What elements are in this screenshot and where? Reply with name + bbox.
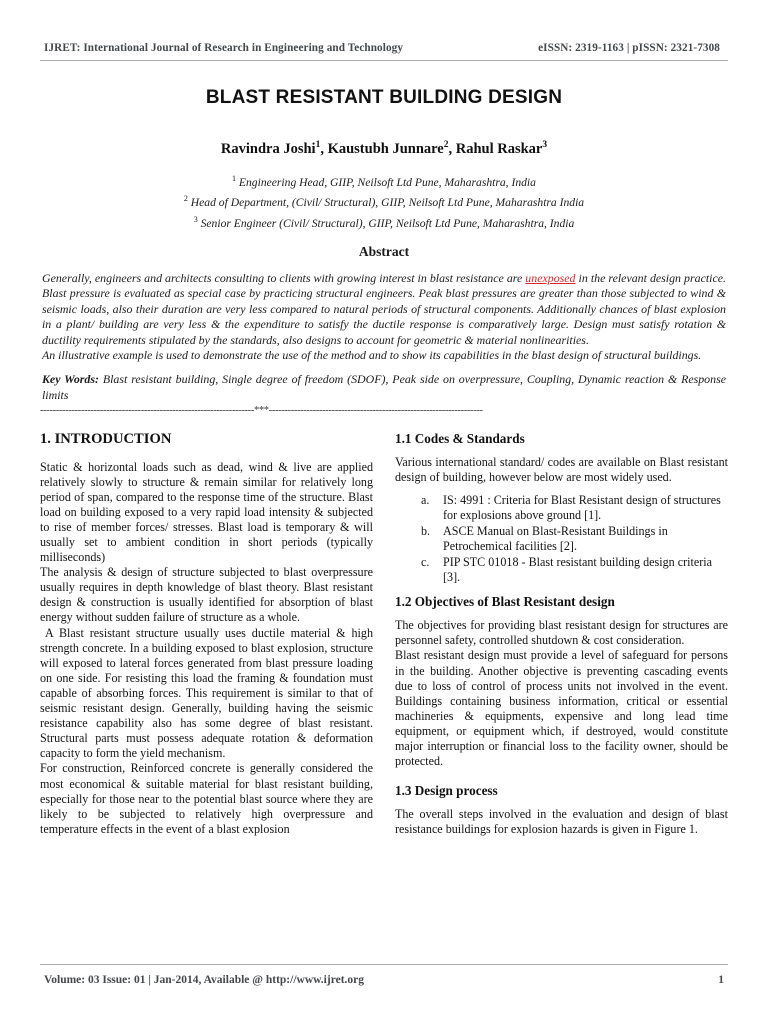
affiliation-marker: 1 <box>232 173 237 183</box>
abstract-paragraph-1 <box>42 271 726 348</box>
footer-divider <box>40 964 728 965</box>
right-column <box>395 431 728 838</box>
affiliation-text: Senior Engineer (Civil/ Structural), GIIP, Neilsoft Ltd Pune, Maharashtra, India <box>197 216 575 230</box>
journal-name: IJRET: International Journal of Research in Engineering and Technology <box>44 42 404 54</box>
keywords-text: Blast resistant building, Single degree of freedom (SDOF), Peak side on overpressure, Coupling, Dynamic reaction & Response limits <box>42 372 726 402</box>
footer-volume-info: Volume: 03 Issue: 01 | Jan-2014, Available @ http://www.ijret.org <box>44 974 365 986</box>
author-3-name: Rahul Raskar <box>455 140 543 157</box>
affiliation-line <box>40 212 728 232</box>
spelling-error-word: unexposed <box>525 270 576 285</box>
author-list <box>40 140 728 158</box>
author-3-affil-marker: 3 <box>542 140 548 150</box>
author-1-affil-marker: 1 <box>315 140 321 150</box>
design-process-paragraph-1: The overall steps involved in the evaluation and design of blast resistance buildings for explosion hazards is given in Figure 1. <box>395 807 728 837</box>
affiliation-line <box>40 191 728 211</box>
keywords-label: Key Words: <box>42 372 99 387</box>
list-item: ASCE Manual on Blast-Resistant Buildings in Petrochemical facilities [2]. <box>443 523 668 553</box>
header-divider <box>40 60 728 61</box>
codes-intro-paragraph: Various international standard/ codes are available on Blast resistant design of building, however below are most widely used. <box>395 454 728 484</box>
abstract-paragraph-2: An illustrative example is used to demonstrate the use of the method and to show its capabilities in the blast design of structural buildings. <box>42 347 702 362</box>
affiliation-marker: 2 <box>183 194 188 204</box>
affiliation-marker: 3 <box>193 214 198 224</box>
keywords-block <box>42 372 726 403</box>
list-item: PIP STC 01018 - Blast resistant building design criteria [3]. <box>443 555 712 585</box>
author-1-name: Ravindra Joshi <box>220 140 316 157</box>
heading-introduction: 1. INTRODUCTION <box>40 430 172 447</box>
objectives-paragraph-2: Blast resistant design must provide a level of safeguard for persons in the building. Another objective is preventing cascading events due to loss of control of process units not involved in the event. Buildings containing business information, critical or essential machineries & equipments, expensive and long lead time equipment, or equipment which, if destroyed, would constitute major interruption or financial loss to the facility owner, should be protected. <box>395 648 728 769</box>
abstract-body <box>42 271 726 363</box>
affiliation-text: Head of Department, (Civil/ Structural), GIIP, Neilsoft Ltd Pune, Maharashtra India <box>187 196 585 210</box>
heading-design-process: 1.3 Design process <box>395 783 498 799</box>
list-item: IS: 4991 : Criteria for Blast Resistant design of structures for explosions above ground [1]. <box>443 492 721 522</box>
author-2-name: Kaustubh Junnare <box>327 140 444 157</box>
affiliation-block <box>40 171 728 232</box>
heading-objectives: 1.2 Objectives of Blast Resistant design <box>395 594 615 610</box>
body-columns <box>40 431 728 838</box>
codes-list <box>395 493 728 586</box>
affiliation-line <box>40 171 728 191</box>
abstract-heading: Abstract <box>358 243 410 259</box>
page-title: BLAST RESISTANT BUILDING DESIGN <box>205 87 563 108</box>
heading-codes-and-standards: 1.1 Codes & Standards <box>395 430 525 446</box>
author-separator-1: , <box>320 140 328 157</box>
intro-paragraph-2: The analysis & design of structure subjected to blast overpressure usually requires in depth knowledge of blast theory. Blast resistant design & construction is usually identified for absorption of blast energy without sudden failure of structure as a whole. <box>40 565 373 625</box>
section-separator: --------------------------------------------------------------------***-------------------------------------------------------------------- <box>40 404 483 416</box>
page-number: 1 <box>718 974 724 986</box>
author-separator-2: , <box>448 140 456 157</box>
intro-paragraph-4: For construction, Reinforced concrete is generally considered the most economical & suitable material for blast resistant building, especially for those near to the potential blast source where they are likely to be subjected to relatively high overpressure and temperature effects in the event of a blast explosion <box>40 761 373 836</box>
abstract-text-before-error: Generally, engineers and architects consulting to clients with growing interest in blast resistance are <box>42 270 526 285</box>
intro-paragraph-1: Static & horizontal loads such as dead, wind & live are applied relatively slowly to structure & remain similar for relatively long period of span, compared to the response time of the structure. Blast load on building exposed to a very rapid load intensity & subjected to rise of member forces/ stresses. Blast load is temporary & will usually set to ambient condition in short periods (typically milliseconds) <box>40 459 373 565</box>
affiliation-text: Engineering Head, GIIP, Neilsoft Ltd Pune, Maharashtra, India <box>236 175 536 189</box>
objectives-paragraph-1: The objectives for providing blast resistant design for structures are personnel safety, controlled shutdown & cost consideration. <box>395 618 728 648</box>
left-column <box>40 431 373 838</box>
running-head <box>40 40 728 54</box>
page-footer <box>40 964 728 986</box>
abstract-text-after-error: in the relevant design practice. Blast pressure is evaluated as special case by practicing structural engineers. Peak blast pressures are greater than those subjected to wind & seismic loads, also their duration are very less compared to natural periods of structural components. Additionally chances of blast explosion in a plant/ building are very less & the expenditure to satisfy the ductile response is comparatively large. Design must satisfy rotation & ductility requirements stipulated by the standards, also designs to account for geometric & material nonlinearities. <box>42 270 726 347</box>
issn-line: eISSN: 2319-1163 | pISSN: 2321-7308 <box>538 42 720 54</box>
intro-paragraph-3: A Blast resistant structure usually uses ductile material & high strength concrete. In a building exposed to blast explosion, structure will exposed to lateral forces generated from blast pressure loading on one side. For resisting this load the framing & foundation must capable of absorbing forces. This requirement is similar to that of seismic resistant design. Generally, building having the seismic resistance capability also has some degree of blast resistant. Structural parts must possess adequate rotation & deformation capacity to form the yield mechanism. <box>40 625 373 761</box>
author-2-affil-marker: 2 <box>443 140 449 150</box>
